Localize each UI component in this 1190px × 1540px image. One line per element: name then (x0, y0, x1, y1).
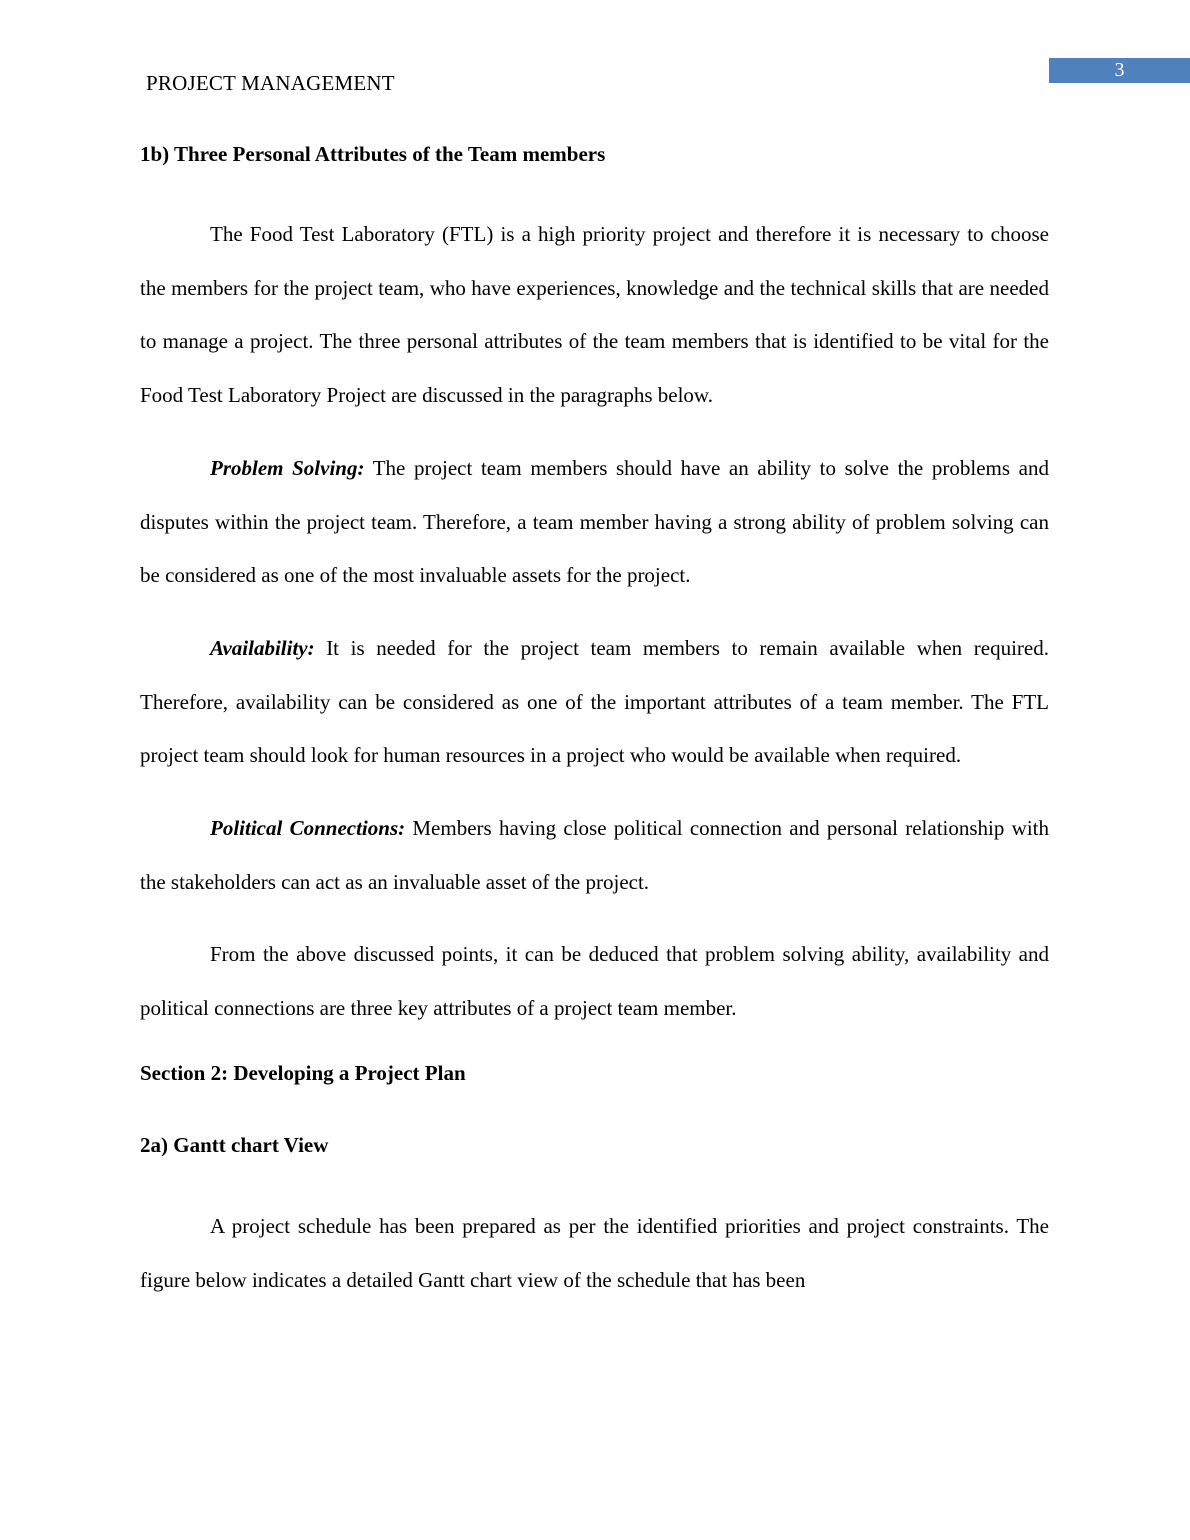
attribute-paragraph-problem-solving (140, 442, 1049, 603)
heading-2a: 2a) Gantt chart View (140, 1132, 329, 1157)
attribute-paragraph-political-connections (140, 802, 1049, 909)
attribute-term: Availability: (210, 635, 315, 660)
page-number: 3 (1114, 59, 1125, 81)
schedule-paragraph: A project schedule has been prepared as per the identified priorities and project constraints. The figure below indicates a detailed Gantt chart view of the schedule that has been (140, 1213, 1049, 1292)
attribute-term: Political Connections: (210, 816, 406, 841)
attribute-term: Problem Solving: (210, 455, 365, 480)
attribute-text: It is needed for the project team members to remain available when required. Therefore, availability can be considered as one of the important attributes of a team member. The FTL project team should look for human resources in a project who would be available when required. (140, 635, 1049, 768)
heading-1b: 1b) Three Personal Attributes of the Team members (140, 142, 606, 166)
attribute-text: Members having close political connection and personal relationship with the stakeholders can act as an invaluable asset of the project. (140, 816, 1049, 894)
intro-paragraph: The Food Test Laboratory (FTL) is a high priority project and therefore it is necessary to choose the members for the project team, who have experiences, knowledge and the technical skills that are needed to manage a project. The three personal attributes of the team members that is identified to be vital for the Food Test Laboratory Project are discussed in the paragraphs below. (140, 222, 1049, 408)
document-body (140, 136, 1049, 1326)
heading-section-2: Section 2: Developing a Project Plan (140, 1060, 466, 1085)
running-head: PROJECT MANAGEMENT (146, 71, 395, 95)
attribute-paragraph-availability (140, 622, 1049, 783)
attribute-text: The project team members should have an ability to solve the problems and disputes within the project team. Therefore, a team member having a strong ability of problem solving can be considered as one of the most invaluable assets for the project. (140, 455, 1049, 588)
conclusion-paragraph: From the above discussed points, it can be deduced that problem solving ability, availability and political connections are three key attributes of a project team member. (140, 942, 1049, 1021)
page-number-badge (1049, 58, 1190, 83)
